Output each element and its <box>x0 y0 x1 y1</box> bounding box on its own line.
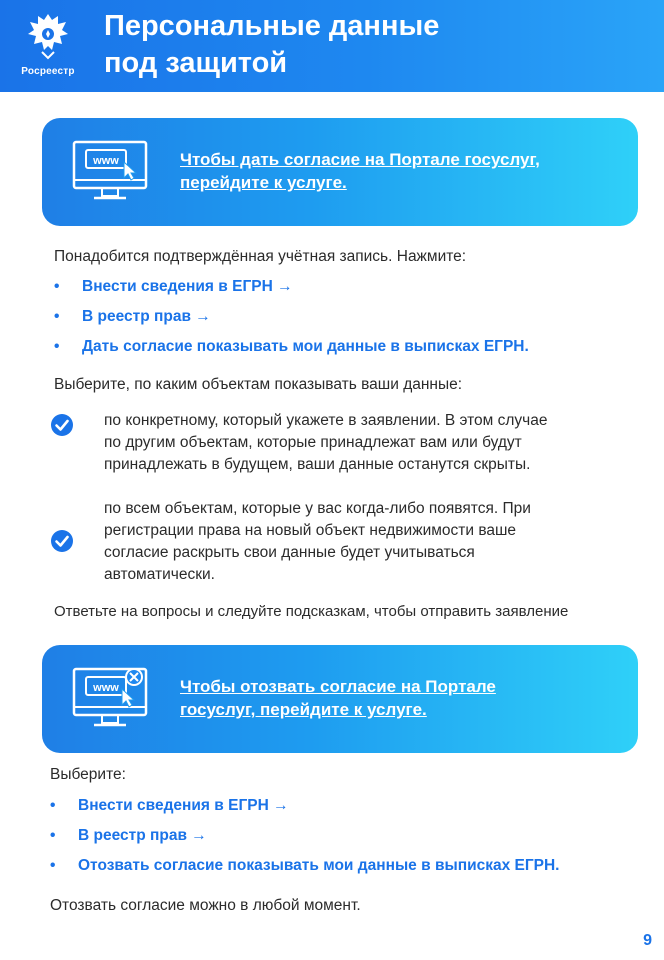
bullet-dot: • <box>50 827 56 844</box>
section1-outro: Ответьте на вопросы и следуйте подсказкам, чтобы отправить заявление <box>54 603 569 620</box>
give-consent-banner[interactable] <box>42 118 638 226</box>
rosreestr-logo <box>16 10 80 82</box>
option-all-objects <box>104 498 604 586</box>
monitor-www-pointer-icon <box>72 140 154 206</box>
revoke-consent-banner[interactable] <box>42 645 638 753</box>
give-consent-link-line-1[interactable]: Чтобы дать согласие на Портале госуслуг, <box>180 150 540 169</box>
section1-intro: Понадобится подтверждённая учётная запись. Нажмите: <box>54 248 467 265</box>
section2-intro: Выберите: <box>50 766 126 783</box>
title-line-1: Персональные данные <box>104 10 440 42</box>
step-label: В реестр прав → <box>78 827 207 844</box>
revoke-consent-link-line-1[interactable]: Чтобы отозвать согласие на Портале <box>180 677 496 696</box>
svg-text:www: www <box>93 682 119 694</box>
bullet-dot: • <box>50 857 56 874</box>
step-label: Отозвать согласие показывать мои данные в выписках ЕГРН. <box>78 857 560 874</box>
option-text-line: принадлежать в будущем, ваши данные останутся скрыты. <box>104 456 531 473</box>
step-label: В реестр прав → <box>82 308 211 325</box>
give-consent-link-line-2[interactable]: перейдите к услуге. <box>180 173 347 192</box>
revoke-consent-link[interactable] <box>180 675 496 721</box>
eagle-emblem-icon <box>24 10 72 62</box>
bullet-dot: • <box>54 278 60 295</box>
step-label: Дать согласие показывать мои данные в выписках ЕГРН. <box>82 338 529 355</box>
page-title <box>104 8 439 82</box>
section2-outro: Отозвать согласие можно в любой момент. <box>50 897 361 914</box>
option-text-line: автоматически. <box>104 566 215 583</box>
bullet-dot: • <box>50 797 56 814</box>
step-label: Внести сведения в ЕГРН → <box>82 278 293 295</box>
logo-text: Росреестр <box>21 66 75 77</box>
svg-text:www: www <box>93 155 119 167</box>
choose-prompt: Выберите, по каким объектам показывать ваши данные: <box>54 376 463 393</box>
option-text-line: регистрации права на новый объект недвижимости ваше <box>104 522 517 539</box>
monitor-www-cancel-icon <box>72 667 154 733</box>
check-circle-icon <box>50 413 74 437</box>
option-text-line: по другим объектам, которые принадлежат вам или будут <box>104 434 522 451</box>
check-circle-icon <box>50 529 74 553</box>
page-number: 9 <box>643 932 652 949</box>
bullet-dot: • <box>54 338 60 355</box>
step-label: Внести сведения в ЕГРН → <box>78 797 289 814</box>
option-text-line: по конкретному, который укажете в заявлении. В этом случае <box>104 412 548 429</box>
option-text-line: согласие раскрыть свои данные будет учитываться <box>104 544 475 561</box>
give-consent-link[interactable] <box>180 148 540 194</box>
page-header <box>0 0 664 92</box>
bullet-dot: • <box>54 308 60 325</box>
option-specific-object <box>104 410 604 476</box>
revoke-consent-link-line-2[interactable]: госуслуг, перейдите к услуге. <box>180 700 427 719</box>
title-line-2: под защитой <box>104 47 288 79</box>
option-text-line: по всем объектам, которые у вас когда-либо появятся. При <box>104 500 531 517</box>
